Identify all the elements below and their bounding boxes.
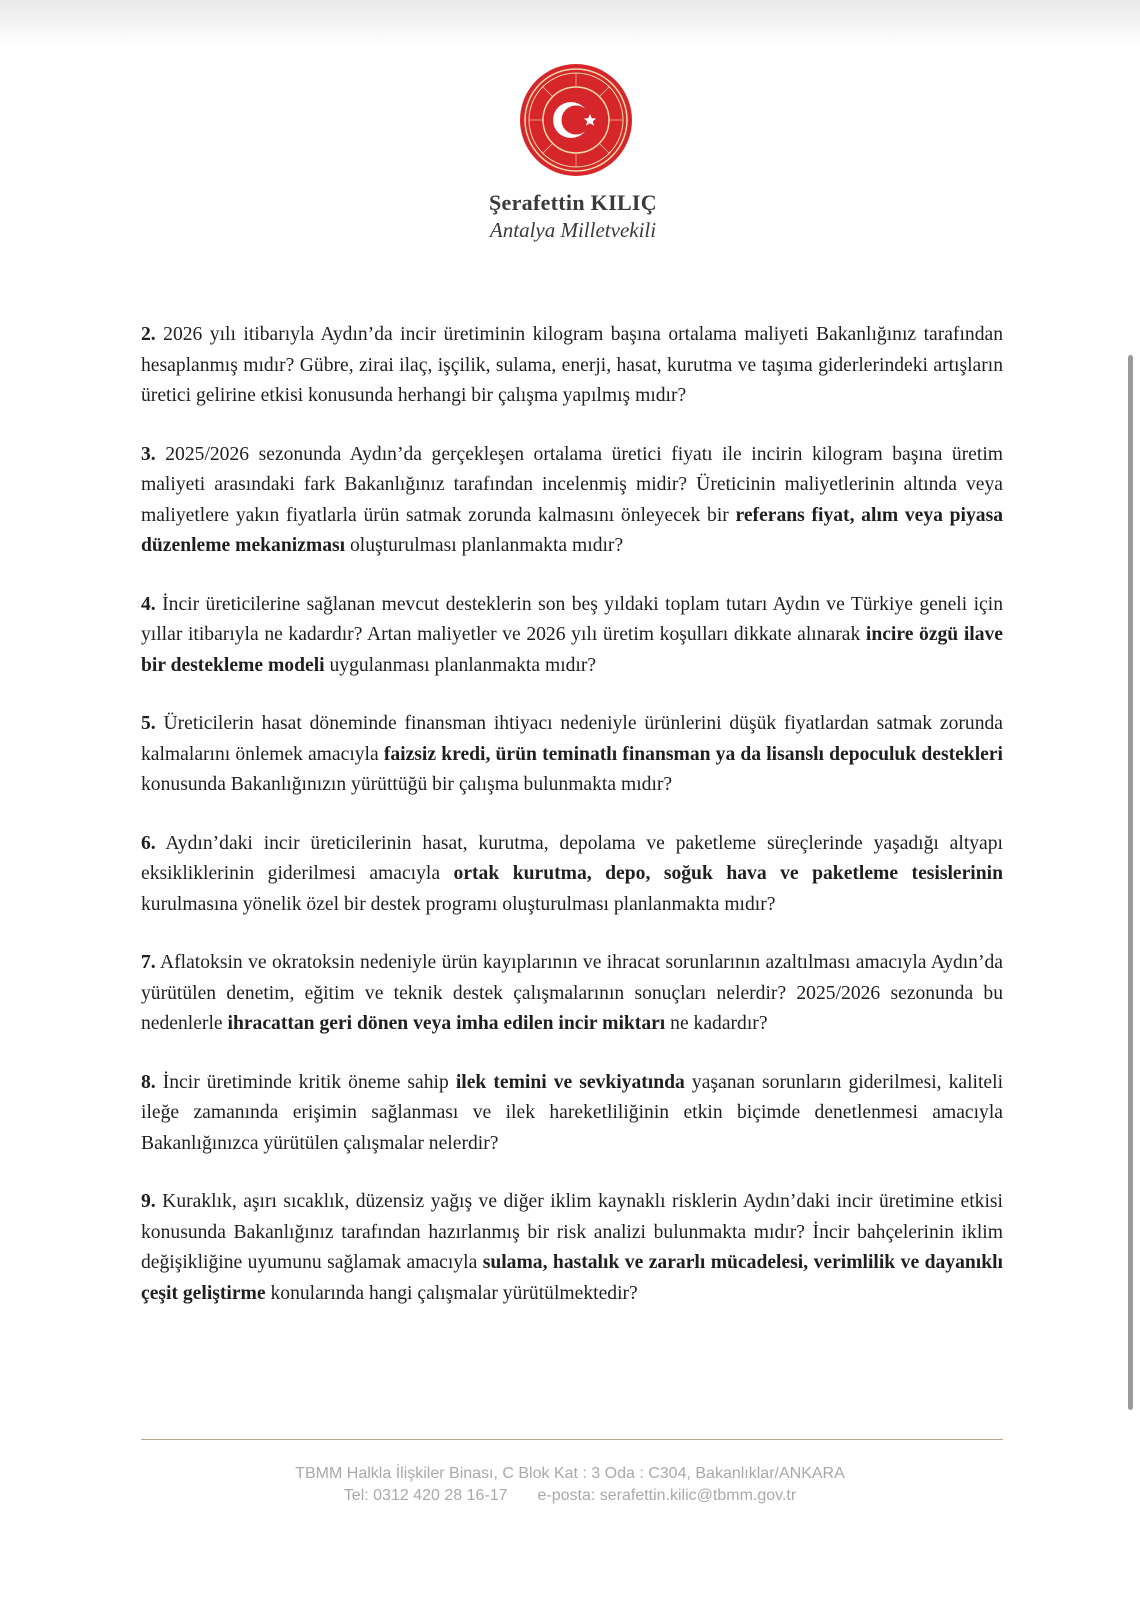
- question-text: İncir üretiminde kritik öneme sahip: [155, 1071, 456, 1093]
- question-text: Üreticilerin hasat döneminde finansman ihtiyacı nedeniyle ürünlerini düşük fiyatlardan satmak zorunda kalmalarını önlemek amacıyla: [141, 713, 1003, 765]
- question-paragraph: [141, 590, 1003, 682]
- question-paragraph: [141, 440, 1003, 562]
- question-text: 2025/2026 sezonunda Aydın’da gerçekleşen ortalama üretici fiyatı ile incirin kilogram başına üretim maliyeti arasındaki fark Bakanlığınız tarafından incelenmiş midir? Üreticinin maliyetlerinin altında veya maliyetlere yakın fiyatlarla ürün satmak zorunda kalmasını önleyecek bir: [141, 443, 1003, 526]
- question-text: Aflatoksin ve okratoksin nedeniyle ürün kayıplarının ve ihracat sorunlarının azaltılması amacıyla Aydın’da yürütülen denetim, eğitim ve teknik destek çalışmalarının sonuçları nelerdir? 2025/2026 sezonunda bu nedenlerle: [141, 952, 1003, 1034]
- question-emphasis: incire özgü ilave bir destekleme modeli: [141, 624, 1004, 676]
- question-text: İncir üreticilerine sağlanan mevcut desteklerin son beş yıldaki toplam tutarı Aydın ve Türkiye geneli için yıllar itibarıyla ne kadardır? Artan maliyetler ve 2026 yılı üretim koşulları dikkate alınarak: [141, 593, 1003, 645]
- question-number: 4.: [141, 593, 156, 615]
- question-paragraph: [141, 320, 1003, 412]
- question-emphasis: ilek temini ve sevkiyatında: [455, 1071, 685, 1093]
- question-text: Aydın’daki incir üreticilerinin hasat, kurutma, depolama ve paketleme süreçlerinde yaşadığı altyapı eksikliklerinin giderilmesi amacıyla: [141, 832, 1003, 884]
- question-paragraph: [141, 948, 1003, 1040]
- question-text: ne kadardır?: [665, 1013, 768, 1034]
- question-number: 3.: [141, 443, 156, 465]
- question-number: 2.: [141, 324, 156, 345]
- question-paragraph: [141, 709, 1003, 801]
- question-text: konusunda Bakanlığınızın yürüttüğü bir çalışma bulunmakta mıdır?: [141, 774, 673, 795]
- footer-divider: [141, 1439, 1003, 1440]
- question-paragraph: [141, 1068, 1003, 1160]
- footer-address: TBMM Halkla İlişkiler Binası, C Blok Kat : 3 Oda : C304, Bakanlıklar/ANKARA: [295, 1465, 845, 1482]
- question-text: uygulanması planlanmakta mıdır?: [324, 654, 597, 676]
- footer-contact: [0, 1485, 1140, 1507]
- footer-phone: Tel: 0312 420 28 16-17: [343, 1487, 508, 1504]
- question-paragraph: [141, 829, 1003, 921]
- question-number: 8.: [141, 1071, 156, 1093]
- question-text: 2026 yılı itibarıyla Aydın’da incir üretiminin kilogram başına ortalama maliyeti Bakanlığınız tarafından hesaplanmış mıdır? Gübre, zirai ilaç, işçilik, sulama, enerji, hasat, kurutma ve taşıma giderlerindeki artışların üretici gelirine etkisi konusunda herhangi bir çalışma yapılmış mıdır?: [141, 324, 1003, 406]
- footer: [0, 1463, 1140, 1507]
- deputy-name: Şerafettin KILIÇ: [489, 190, 657, 215]
- top-shadow: [0, 0, 1140, 46]
- question-emphasis: sulama, hastalık ve zararlı mücadelesi, verimlilik ve dayanıklı çeşit geliştirme: [141, 1252, 1003, 1304]
- question-emphasis: referans fiyat, alım veya piyasa düzenleme mekanizması: [141, 504, 1004, 556]
- scrollbar[interactable]: [1128, 355, 1133, 1410]
- footer-email: e-posta: serafettin.kilic@tbmm.gov.tr: [537, 1487, 797, 1504]
- question-list: [141, 320, 1003, 1337]
- tbmm-seal-logo: [518, 62, 634, 178]
- question-paragraph: [141, 1187, 1003, 1309]
- question-number: 6.: [141, 832, 156, 854]
- question-text: Kuraklık, aşırı sıcaklık, düzensiz yağış ve diğer iklim kaynaklı risklerin Aydın’daki incir üretimine etkisi konusunda Bakanlığınız tarafından hazırlanmış bir risk analizi bulunmakta mıdır? İncir bahçelerinin iklim değişikliğine uyumunu sağlamak amacıyla: [141, 1191, 1003, 1273]
- question-emphasis: faizsiz kredi, ürün teminatlı finansman ya da lisanslı depoculuk destekleri: [383, 743, 1003, 765]
- question-emphasis: ihracattan geri dönen veya imha edilen incir miktarı: [227, 1013, 666, 1034]
- question-text: oluşturulması planlanmakta mıdır?: [345, 535, 624, 556]
- question-number: 7.: [141, 952, 156, 973]
- question-number: 9.: [141, 1191, 156, 1212]
- question-number: 5.: [141, 713, 156, 734]
- question-text: yaşanan sorunların giderilmesi, kaliteli ileğe zamanında erişimin sağlanması ve ilek hareketliliğinin etkin biçimde denetlenmesi amacıyla Bakanlığınızca yürütülen çalışmalar nelerdir?: [141, 1071, 1004, 1154]
- deputy-title: Antalya Milletvekili: [489, 218, 657, 242]
- question-text: kurulmasına yönelik özel bir destek programı oluşturulması planlanmakta mıdır?: [141, 893, 776, 915]
- question-emphasis: ortak kurutma, depo, soğuk hava ve paketleme tesislerinin: [453, 863, 1003, 884]
- question-text: konularında hangi çalışmalar yürütülmektedir?: [265, 1282, 638, 1304]
